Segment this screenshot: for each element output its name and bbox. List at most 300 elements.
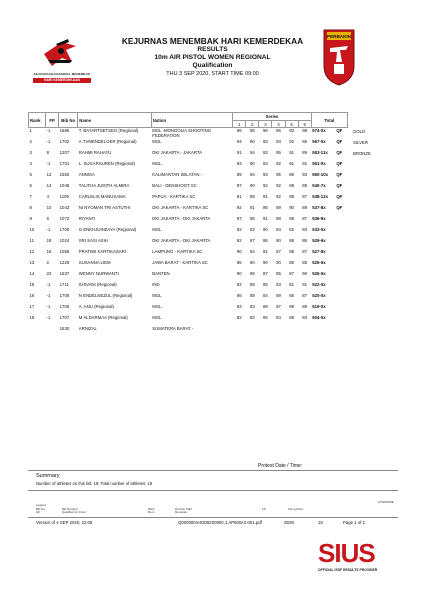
legend-rem-desc: Remarks [175,510,188,514]
fp-cell: -1 [46,139,51,144]
series-score-cell: 87 [249,238,255,243]
total-score: 537- [312,205,321,210]
left-logo-bar-text: HARI KEMERDEKAAN [44,78,80,82]
legend-qf-desc: Qualified for Final [62,510,86,514]
total-score: 551- [312,161,321,166]
series-score-cell: 94 [249,150,255,155]
bib-cell: 1708 [59,293,70,298]
rank-cell: 1 [29,128,32,133]
total-cell [311,271,335,282]
bib-cell: 1630 [59,326,70,331]
series-score-cell: 92 [236,282,242,287]
rank-cell: 11 [29,238,34,243]
series-score-cell: 91 [302,282,308,287]
series-num: 3 [259,121,272,128]
series-score-cell: 87 [263,271,268,276]
left-logo-caption: KEJUARAAN NASIONAL MENEMBAK [33,72,91,76]
series-score-cell: 93 [263,172,268,177]
perbakin-logo [322,28,356,86]
fp-cell: 6 [46,216,49,221]
rank-cell: 10 [29,227,35,232]
table-row [29,161,348,172]
rank-cell: 14 [29,271,35,276]
fp-cell: 18 [46,238,52,243]
series-score-cell: 98 [302,128,308,133]
qualified-cell [335,238,347,249]
total-score: 557- [312,139,321,144]
version-text: Version of 4 SEP 2020, 22:06 [36,520,93,525]
qualified-cell: QF [336,194,343,199]
series-score-cell: 88 [289,216,294,221]
table-row [29,271,348,282]
table-row [29,128,348,140]
series-score-cell: 83 [276,282,281,287]
inner-tens: 0x [320,282,326,287]
series-score-cell: 93 [263,150,268,155]
nation-cell: MGL [152,161,162,166]
legend-dns-desc: Did Not Start [175,507,193,511]
legend-code: A7WAS09E [378,500,394,504]
qualified-cell [335,304,347,315]
series-score-cell: 86 [249,271,255,276]
qualified-cell: QF [336,205,343,210]
legend-rem: Rem [148,510,155,514]
series-score-cell: 85 [276,271,281,276]
bib-cell: 1705 [59,304,70,309]
inner-tens: 6x [320,238,326,243]
inner-tens: 0x [320,304,326,309]
bib-cell: 1702 [59,139,70,144]
series-score-cell: 93 [276,139,281,144]
table-row [29,172,348,183]
series-score-cell: 87 [302,293,308,298]
series-score-cell: 87 [302,194,308,199]
total-score: 504- [312,315,321,320]
series-score-cell: 91 [263,216,268,221]
bib-cell: 1686 [59,128,70,133]
series-score-cell: 87 [302,216,308,221]
total-score: 533- [312,227,321,232]
name-cell: PRATIWI KARTIKASARI [78,249,126,254]
series-score-cell: 88 [289,194,294,199]
rank-cell: 3 [29,150,32,155]
qualified-cell [335,315,347,326]
series-score-cell: 91 [289,161,294,166]
table-row [29,139,348,150]
series-score-cell: 91 [263,249,268,254]
series-score-cell: 89 [249,194,255,199]
table-row [29,260,348,271]
series-score-cell: 86 [263,205,268,210]
shooter-emblem-icon [42,36,80,70]
series-score-cell: 84 [263,293,268,298]
competition-title: KEJURNAS MENEMBAK HARI KEMERDEKAA [121,36,304,46]
inner-tens: 0x [320,227,326,232]
series-score-cell: 88 [263,304,268,309]
header-bib: Bib No [59,113,78,128]
series-score-cell [246,326,259,337]
sius-wordmark: SIUS [318,538,375,568]
qualified-cell: QF [336,161,343,166]
inner-tens: 5x [320,271,326,276]
total-score: 536- [312,216,321,221]
series-score-cell: 92 [249,227,255,232]
qualified-cell [335,293,347,304]
total-cell [311,194,335,205]
series-score-cell: 89 [249,282,255,287]
nation-cell: PAPUA - KARTIKA SC [152,194,196,199]
qualified-cell [335,260,347,271]
nation-cell: SUMATERA BARAT - [152,326,194,331]
series-score-cell: 83 [249,304,255,309]
series-score-cell: 86 [302,238,308,243]
series-score-cell: 90 [276,238,281,243]
rank-cell: 18 [29,315,35,320]
series-score-cell: 90 [263,227,268,232]
table-row [29,227,348,238]
series-score-cell: 92 [276,194,281,199]
total-cell [311,161,335,172]
series-score-cell: 95 [302,139,308,144]
series-score-cell: 93 [289,128,294,133]
divider [28,470,398,471]
total-score: 526- [312,260,321,265]
rank-cell [29,326,46,337]
fp-cell [46,326,59,337]
fp-cell: 8 [46,150,49,155]
series-score-cell: 81 [289,282,294,287]
series-score-cell: 83 [302,315,308,320]
total-cell [311,304,335,315]
series-score-cell: 87 [236,216,242,221]
rank-cell: 13 [29,260,35,265]
bib-cell: 1024 [59,238,70,243]
name-cell: CARLELIS MANUSAMA [78,194,126,199]
series-score-cell: 91 [236,150,242,155]
series-score-cell: 83 [236,304,242,309]
name-cell: L. SUGARSUREN (Regional) [78,161,135,166]
series-score-cell: 88 [289,249,294,254]
nation-cell: BANTEN [152,271,170,276]
series-score-cell: 92 [236,227,242,232]
bib-cell: 1043 [59,205,70,210]
total-cell [311,150,335,161]
total-cell [311,293,335,304]
fp-cell: 14 [46,183,52,188]
table-row [29,282,348,293]
series-score-cell [272,326,285,337]
legend-fp-desc: Firing Point [288,507,304,511]
fp-cell: 10 [46,205,52,210]
total-cell [311,216,335,227]
series-score-cell: 95 [249,128,255,133]
series-score-cell: 90 [263,260,268,265]
legend-fp: FP [262,507,266,511]
phase-name: Qualification [192,62,233,69]
total-cell [311,282,335,293]
total-cell [311,249,335,260]
total-score: 520- [312,293,321,298]
medal-note: GOLD [353,129,366,134]
series-score-cell: 85 [289,260,294,265]
nation-cell: IND [152,282,160,287]
bib-cell: 1048 [59,183,70,188]
table-row [29,238,348,249]
table-row [29,293,348,304]
series-score-cell: 92 [236,205,242,210]
total-cell [311,172,335,183]
legend-bib: Bib No [36,507,46,511]
series-score-cell: 86 [289,293,294,298]
total-cell [311,326,335,337]
series-score-cell: 96 [276,128,281,133]
total-score: 529- [312,238,321,243]
fp-cell: -1 [46,293,51,298]
header-nation: Nation [151,113,233,128]
bib-cell: 1058 [59,249,70,254]
series-score-cell: 89 [289,183,294,188]
summary-text: Number of athletes on this list: 19; Total number of athletes: 19 [36,481,153,486]
series-score-cell: 92 [276,183,281,188]
series-score-cell: 93 [236,161,242,166]
series-score-cell: 92 [236,238,242,243]
table-row [29,216,348,227]
left-logo-bar [33,78,91,83]
nation-cell: DKI JAKARTA - DKI JAKARTA [152,216,211,221]
series-score-cell: 87 [236,183,242,188]
legend-qf: QF [36,510,41,514]
nation-cell: MGL -MONGOLIA SHOOTING FEDERATION [152,128,212,139]
bib-cell: 1701 [59,161,70,166]
legend-title: Legend [36,503,47,507]
nation-cell: BALI - DENSHOOT SC [152,183,197,188]
title-block [95,36,330,78]
name-cell: A. ANU (Regional) [78,304,114,309]
series-score-cell: 92 [289,139,294,144]
total-score: 538-12x [312,194,328,199]
series-score-cell: 90 [249,161,255,166]
series-score-cell: 87 [276,304,281,309]
table-row [29,315,348,326]
total-cell [311,315,335,326]
protest-label: Protest Date / Time: [258,463,303,469]
series-num: 6 [298,121,311,128]
rank-cell: 6 [29,183,32,188]
header-total: Total [311,113,347,128]
name-cell: A.TVMENDELGER (Regional) [78,139,137,144]
series-score-cell: 90 [249,260,255,265]
total-score: 540- [312,183,321,188]
table-row [29,326,348,337]
series-score-cell: 92 [276,161,281,166]
series-score-cell: 90 [236,249,242,254]
qualified-cell [335,326,347,337]
bib-cell: 1229 [59,260,70,265]
total-score: 522- [312,282,321,287]
series-score-cell: 89 [302,205,308,210]
total-cell [311,183,335,194]
qualified-cell [335,249,347,260]
series-score-cell: 89 [276,205,281,210]
fp-cell: -1 [46,282,51,287]
bib-cell: 1637 [59,271,70,276]
name-cell: ARNIZAL [78,326,97,331]
inner-tens: 9x [320,216,326,221]
header-name: Name [78,113,151,128]
series-score-cell: 91 [249,205,255,210]
name-cell: SHIVANI (Regional) [78,282,117,287]
series-score-cell: 86 [236,293,242,298]
series-score-cell: 90 [302,271,308,276]
nation-cell: MGL [152,139,162,144]
qualified-cell [335,227,347,238]
table-row [29,249,348,260]
page-number: Page 1 of 1 [343,520,365,525]
series-score-cell: 94 [249,172,255,177]
qualified-cell [335,282,347,293]
rank-cell: 4 [29,161,32,166]
qualified-cell: QF [336,139,343,144]
series-score-cell: 95 [276,172,281,177]
championship-logo [30,36,94,90]
series-score-cell: 88 [289,315,294,320]
series-score-cell: 87 [302,249,308,254]
header-fp: FP [46,113,59,128]
series-score-cell: 82 [289,227,294,232]
qualified-cell: QF [336,172,343,177]
qualified-cell: QF [336,183,343,188]
perbakin-logo-text: PERBAKIN [327,34,351,39]
series-score-cell: 89 [302,183,308,188]
name-cell: N ENDELNEZUL (Regional) [78,293,133,298]
results-body [29,128,348,338]
nation-cell: MGL [152,304,162,309]
rank-cell: 12 [29,249,35,254]
bib-cell: 1700 [59,227,70,232]
series-score-cell: 89 [302,150,308,155]
medal-note: BRONZE [353,151,371,156]
results-label: RESULTS [197,46,228,53]
series-score-cell: 94 [276,227,281,232]
series-score-cell: 93 [263,161,268,166]
rank-cell: 2 [29,139,32,144]
inner-tens: 0x [320,139,326,144]
series-score-cell: 92 [263,183,268,188]
nation-cell: KALIMANTAN SELATAN - [152,172,203,177]
series-score-cell: 94 [236,139,242,144]
file-name: Q000000IA0309200900.1.AP60W.0.001.pdf [178,520,262,525]
inner-tens: 0x [320,128,326,133]
qualified-cell [335,271,347,282]
inner-tens: 0x [320,315,326,320]
series-score-cell [298,326,311,337]
rank-cell: 15 [29,282,35,287]
series-score-cell: 83 [302,227,308,232]
fp-cell: -1 [46,128,51,133]
series-score-cell: 93 [302,172,308,177]
total-cell [311,139,335,150]
fp-cell: 12 [46,172,52,177]
series-score-cell: 89 [302,304,308,309]
series-score-cell: 84 [276,315,281,320]
total-cell [311,227,335,238]
table-row [29,194,348,205]
series-num: 1 [233,121,246,128]
total-score: 553-11x [312,150,328,155]
inner-tens: 8x [320,249,326,254]
total-score: 526- [312,271,321,276]
series-score-cell: 88 [276,216,281,221]
fp-cell: 4 [46,194,49,199]
inner-tens: 5x [320,260,326,265]
total-score: 519- [312,304,321,309]
name-cell: G.ENKHJUINZAYA (Regional) [78,227,137,232]
series-score-cell [233,326,246,337]
series-score-cell: 87 [289,271,294,276]
bib-cell: 1550 [59,172,70,177]
total-score: 574- [312,128,321,133]
nation-cell: DKI JAKARTA - JAKARTA [152,150,203,155]
series-score-cell: 91 [289,150,294,155]
bib-cell: 1207 [59,150,70,155]
series-score-cell: 85 [263,282,268,287]
series-score-cell: 87 [276,249,281,254]
bib-cell: 1711 [59,282,69,287]
series-num: 4 [272,121,285,128]
sius-tagline: OFFICIAL ISSF RESULTS PROVIDER [318,568,378,572]
name-cell: WENNY NURWANTI [78,271,119,276]
inner-tens: 7x [320,183,326,188]
series-score-cell [285,326,298,337]
series-score-cell: 90 [236,271,242,276]
fp-cell: 22 [46,271,52,276]
series-score-cell [259,326,272,337]
series-score-cell: 88 [289,238,294,243]
qualified-cell: QF [336,128,343,133]
fp-cell: -1 [46,304,51,309]
series-score-cell: 85 [263,315,268,320]
rank-cell: 9 [29,216,32,221]
series-score-cell: 88 [249,293,255,298]
name-cell: M ALDARMAA (Regional) [78,315,128,320]
rank-cell: 5 [29,172,32,177]
fp-cell: -1 [46,315,51,320]
nation-cell: DKI JAKARTA - KARTIKA SC [152,205,209,210]
series-score-cell: 90 [249,139,255,144]
nation-cell: MGL [152,315,162,320]
series-score-cell: 91 [236,194,242,199]
name-cell: T. BAYARTSETSEG (Regional) [78,128,139,133]
rank-cell: 7 [29,194,32,199]
series-score-cell: 86 [289,172,294,177]
name-cell: NI NYOMAN TRI ASTUTHI [78,205,131,210]
series-score-cell: 95 [276,150,281,155]
name-cell: SUSANNA LIEM [78,260,111,265]
total-score: 527- [312,249,321,254]
table-row [29,150,348,161]
qualified-cell [335,216,347,227]
bib-cell: 1105 [59,194,69,199]
header-series: Series [233,113,311,121]
name-cell: ANNISA [78,172,95,177]
rank-cell: 17 [29,304,35,309]
medal-note: SILVER [353,140,368,145]
name-cell: RIYANTI [78,216,96,221]
name-cell: SRI SASI ASIH [78,238,108,243]
perbakin-shield-icon [322,28,356,86]
total-cell [311,238,335,249]
nation-cell: LAMPUNG - KARTIKA SC [152,249,203,254]
